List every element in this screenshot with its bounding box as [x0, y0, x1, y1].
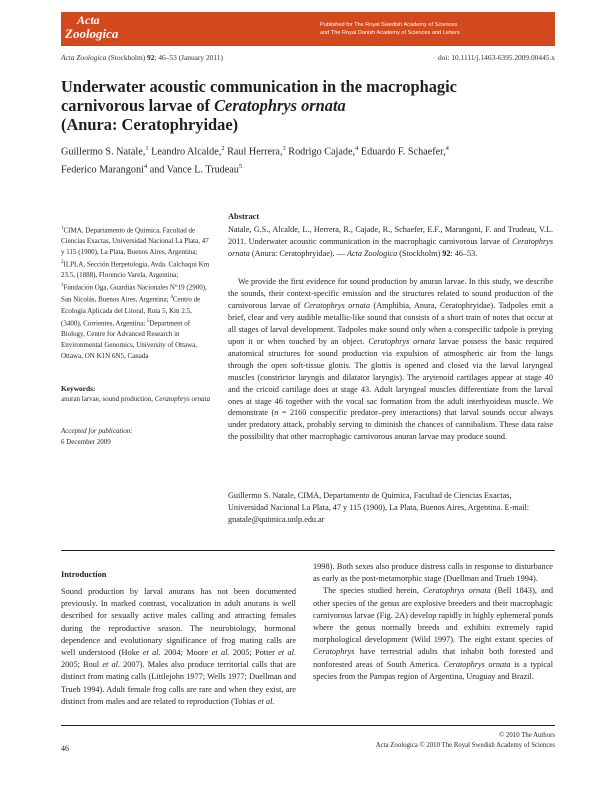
affiliation: Fundación Oga, Guardias Nacionales N°19 (2900), San Nicolás, Buenos Aires, Argentina; [61, 283, 207, 304]
section-divider [61, 550, 555, 551]
author: and Vance L. Trudeau [147, 164, 239, 176]
abstract-part: larvae possess the basic required anatomical structures for sound production via expulsion of atmospheric air from the lungs through the open soft-tissue glottis. The glottis is opened and closed via the larval laryngeal muscles (constrictor laryngis and dilatator laryngis). The arytenoid cartilages appear at stage 40 and the cricoid cartilage does at stage 43. Adult laryngeal muscles differentiate from the larval ones at stage 46 together with the vocal sac formation from the adult interhyoideus muscle. We demonstrate ( [228, 336, 553, 418]
affiliation: CIMA, Departamento de Quimica, Facultad de Ciencias Exactas, Universidad Nacional La Plata, 47 y 115 (1900), La Plata, Buenos Aires, Argentina; [61, 226, 209, 257]
author-sup: 4 [355, 145, 359, 152]
journal-name: Acta Zoologica [61, 53, 107, 62]
title-line-2: carnivorous larvae of [61, 96, 215, 115]
abstract-n: n [274, 408, 279, 418]
intro-text: 2005; Potter [229, 648, 279, 658]
abstract-body [228, 276, 553, 443]
affiliation: Centro de Ecologia Aplicada del Litoral, Ruta 5, Km 2.5, (3400), Corrientes, Argentina; [61, 295, 201, 327]
et-al: et al. [142, 648, 161, 658]
citation-text: (Stockholm) [106, 53, 148, 62]
affil-sup: 5 [147, 318, 150, 324]
copyright-line-1: © 2010 The Authors [499, 732, 555, 739]
author-sup: 4 [143, 162, 148, 170]
et-al: et al. [278, 648, 297, 658]
author-sup: 4 [445, 145, 449, 152]
abstract-species: Ceratophrys ornata [368, 336, 435, 346]
author: Eduardo F. Schaefer, [358, 146, 446, 158]
intro-text: 2007). Males also produce territorial calls that are distinct from mating calls (Littlejohn 1977; Wells 1977; Duellman and Trueb 1994). Adult female frog calls are rare and when they exist, are distinct from males and are related to reproduction (Tobias [61, 660, 296, 706]
author-sup: 2 [221, 145, 225, 152]
intro-species: Ceratophrys ornata [443, 659, 511, 669]
running-head-citation [61, 53, 223, 62]
copyright [376, 731, 555, 751]
logo-line-1: Acta [77, 13, 100, 27]
citation-pages: : 46–53. [450, 249, 478, 258]
doi[interactable]: doi: 10.1111/j.1463-6395.2009.00445.x [437, 53, 555, 62]
intro-text: (Bell 1843), and other species of the genus are explosive breeders and their macrophagic carnivorous larvae (Fig. 2A) develop rapidly in highly ephemeral ponds where the genus normally breeds and exhibits extremely rapid morphological development (Wild 1997). The eight extant species of [313, 586, 553, 645]
title-line-3: (Anura: Ceratophryidae) [61, 115, 239, 134]
abstract-species: Ceratophrys ornata [303, 300, 371, 310]
introduction-column-1 [61, 586, 296, 708]
affiliation: Department of Biology, Centre for Advanced Research in Environmental Genomics, University of Ottawa, Ottawa, ON K1N 6N5, Canada [61, 318, 198, 360]
intro-text: Sound production by larval anurans has not been documented previously. In marked contrast, vocalization in adult anurans is well described for sexually active males calling and attracting females during the reproductive season. The neurobiology, hormonal dependence and evolutionary significance of frog mating calls are well understood (Hoke [61, 587, 296, 658]
introduction-column-2 [313, 561, 553, 683]
title-line-1: Underwater acoustic communication in the macrophagic [61, 77, 457, 96]
footer-divider [61, 725, 555, 726]
author: Leandro Alcalde, [148, 146, 222, 158]
affiliation: ILPLA, Sección Herpetologia, Avda. Calchaqui Km 23.5, (1888), Florencio Varela, Argentina; [61, 260, 210, 280]
et-al: et al. [102, 660, 120, 670]
abstract-citation [228, 224, 553, 260]
publisher-note [320, 21, 460, 37]
affil-sup: 3 [61, 283, 64, 289]
citation-part: Natale, G.S., Alcalde, L., Herrera, R., Cajade, R., Schaefer, E.F., Marangoni, F. and Trudeau, V.L. 2011. Underwater acoustic communication in the macrophagic carnivorous larvae of [228, 225, 553, 246]
pages: : 46–53 (January 2011) [154, 53, 223, 62]
copyright-line-2: Acta Zoologica © 2010 The Royal Swedish Academy of Sciences [375, 742, 555, 749]
title-species: Ceratophrys ornata [214, 96, 346, 115]
intro-text: 2005; Boul [61, 660, 103, 670]
author: Guillermo S. Natale, [61, 146, 146, 158]
author-list [61, 142, 541, 178]
keywords-label: Keywords: [61, 384, 96, 393]
keywords [61, 394, 211, 405]
affil-sup: 2 [61, 260, 64, 266]
article-title [61, 77, 531, 134]
et-al: et al. [257, 696, 275, 706]
correspondence: Guillermo S. Natale, CIMA, Departamento de Quimica, Facultad de Ciencias Exactas, Universidad Nacional La Plata, 47 y 115 (1900), La Plata, Buenos Aires, Argentina. E-mail: gnatale@quimica.unlp.edu.ar [228, 491, 530, 524]
publisher-line-1: Published for The Royal Swedish Academy of Sciences [320, 22, 458, 28]
affiliations [61, 224, 211, 362]
citation-part: (Anura: Ceratophryidae). — [249, 249, 347, 258]
intro-genus: Ceratophrys [313, 647, 355, 657]
author-sup: 3 [282, 145, 286, 152]
introduction-heading: Introduction [61, 570, 107, 579]
intro-text: 2004; Moore [160, 648, 212, 658]
abstract-part: We provide the first evidence for sound production by anuran larvae. In this study, we describe the sounds, their context-specific emission and the structures related to sound production of the carnivorous larvae of [228, 277, 553, 310]
intro-species: Ceratophrys ornata [423, 586, 491, 596]
author-sup: 5 [238, 162, 243, 170]
journal-logo [65, 14, 119, 44]
intro-text: The species studied herein, [323, 586, 423, 596]
author-sup: 1 [145, 145, 149, 152]
affil-sup: 4 [170, 295, 173, 301]
page-number: 46 [61, 744, 69, 753]
citation-journal: Acta Zoologica [346, 249, 398, 258]
keywords-species: Ceratophrys ornata [154, 395, 211, 403]
author: Raul Herrera, [224, 146, 283, 158]
abstract-part: (Amphibia, Anura, Ceratophryidae). Tadpoles emit a brief, clear and very audible metallic-like sound that consists of a short train of notes that occur at all stages of larval development. Tadpoles make sound only when a conspecific tadpole is preying upon it or when touched by an object. [228, 300, 554, 346]
citation-volume: 92 [442, 249, 451, 258]
publisher-line-2: and The Royal Danish Academy of Sciences and Letters [320, 30, 460, 36]
intro-paragraph: 1998). Both sexes also produce distress calls in response to disturbance as early as the post-metamorphic stage (Duellman and Trueb 1994). [313, 562, 553, 584]
keywords-text: anuran larvae, sound production, [61, 395, 155, 403]
journal-banner [61, 12, 555, 46]
intro-paragraph [313, 585, 553, 683]
author: Rodrigo Cajade, [285, 146, 356, 158]
logo-line-2: Zoologica [65, 26, 119, 41]
intro-text: have terrestrial adults that inhabit both forested and nonforested areas of South America. [313, 647, 553, 669]
affil-sup: 1 [61, 226, 64, 231]
abstract-part: = 2160 conspecific predator–prey interactions) that larval sounds occur always under predatory attack, probably serving to diminish the chances of cannibalism. These data raise the possibility that other macrophagic carnivorous anuran larvae may produce sound. [228, 408, 553, 442]
volume: 92 [147, 53, 155, 62]
citation-part: (Stockholm) [397, 249, 443, 258]
intro-text: is a typical species from the Pampas region of Argentina, Uruguay and Brazil. [313, 659, 554, 681]
et-al: et al. [211, 648, 230, 658]
author: Federico Marangoni [61, 164, 144, 176]
abstract-heading: Abstract [228, 212, 260, 221]
accepted-label: Accepted for publication: [61, 427, 133, 435]
accepted-date: 6 December 2009 [61, 438, 111, 446]
citation-species: Ceratophrys ornata [228, 237, 553, 258]
